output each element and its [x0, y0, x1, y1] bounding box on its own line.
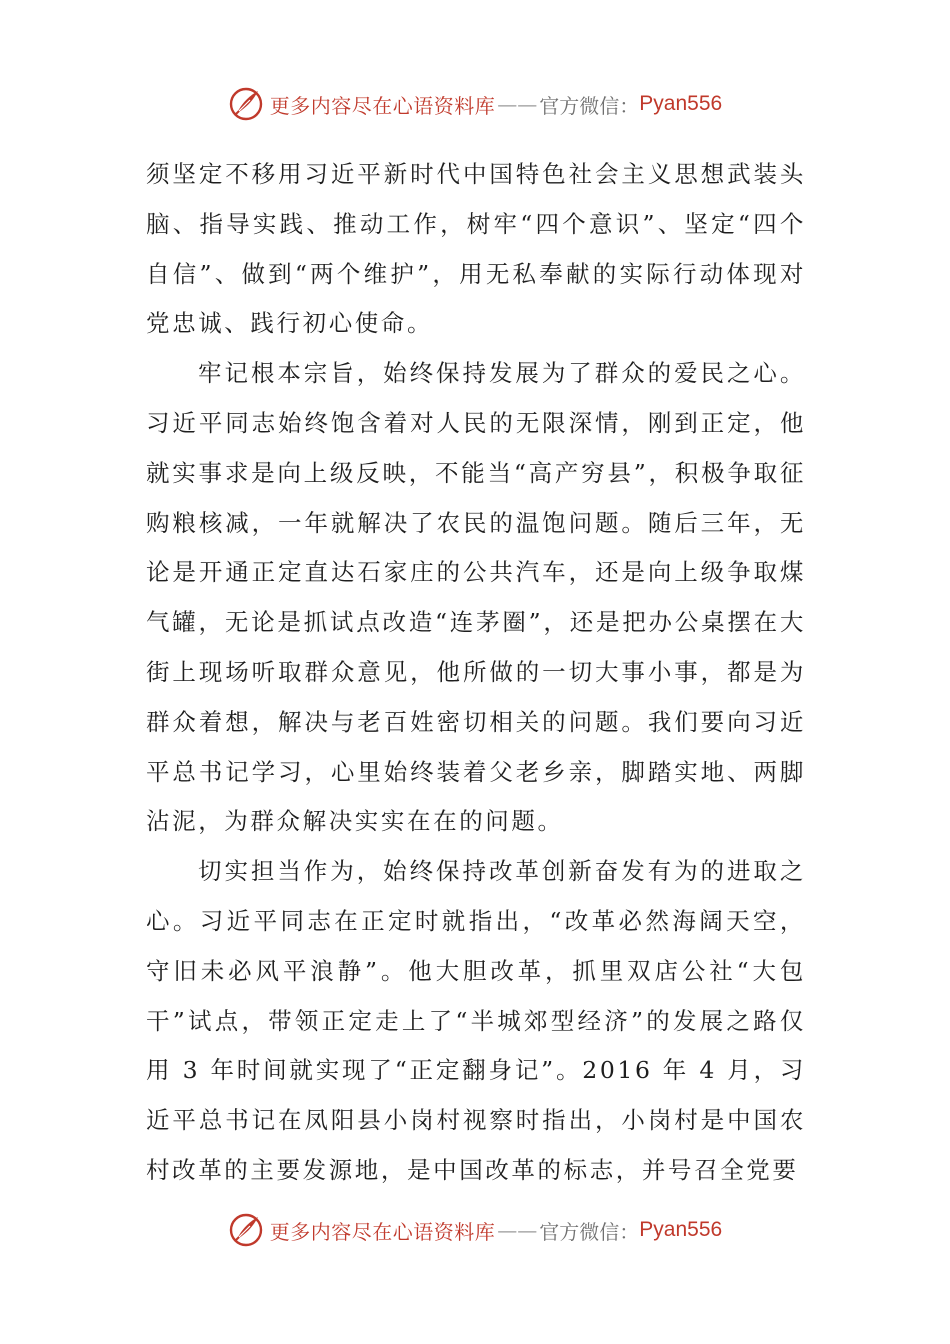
footer-brand-text: 更多内容尽在心语资料库: [269, 1219, 496, 1244]
footer-official-label: 官方微信：: [539, 1219, 640, 1244]
header-separator: ——: [497, 92, 538, 116]
paragraph-2: 牢记根本宗旨，始终保持发展为了群众的爱民之心。习近平同志始终饱含着对人民的无限深情，刚到正定，他就实事求是向上级反映，不能当“高产穷县”，积极争取征购粮核减，一年就解决了农民的温饱问题。随后三年，无论是开通正定直达石家庄的公共汽车，还是向上级争取煤气罐，无论是抓试点改造“连茅圈”，还是把办公桌摆在大街上现场听取群众意见，他所做的一切大事小事，都是为群众着想，解决与老百姓密切相关的问题。我们要向习近平总书记学习，心里始终装着父老乡亲，脚踏实地、两脚沾泥，为群众解决实实在在的问题。: [146, 359, 806, 836]
header-wechat-id: Pyan556: [639, 92, 723, 115]
header-brand-text: 更多内容尽在心语资料库: [269, 93, 496, 118]
body-text: [146, 150, 806, 1196]
header-official-label: 官方微信：: [539, 93, 640, 118]
footer-wechat-id: Pyan556: [639, 1218, 723, 1241]
paragraph-3: 切实担当作为，始终保持改革创新奋发有为的进取之心。习近平同志在正定时就指出，“改革必然海阔天空，守旧未必风平浪静”。他大胆改革，抓里双店公社“大包干”试点，带领正定走上了“半城郊型经济”的发展之路仅用 3 年时间就实现了“正定翻身记”。2016 年 4 月，习近平总书记在凤阳县小岗村视察时指出，小岗村是中国农村改革的主要发源地，是中国改革的标志，并号召全党要: [146, 857, 806, 1184]
footer-banner: [0, 1208, 950, 1252]
quill-pen-logo-icon: [228, 86, 264, 122]
quill-pen-logo-icon: [228, 1212, 264, 1248]
header-banner: [0, 82, 950, 126]
paragraph-1: 须坚定不移用习近平新时代中国特色社会主义思想武装头脑、指导实践、推动工作，树牢“四个意识”、坚定“四个自信”、做到“两个维护”，用无私奉献的实际行动体现对党忠诚、践行初心使命。: [146, 160, 806, 338]
footer-separator: ——: [497, 1218, 538, 1242]
